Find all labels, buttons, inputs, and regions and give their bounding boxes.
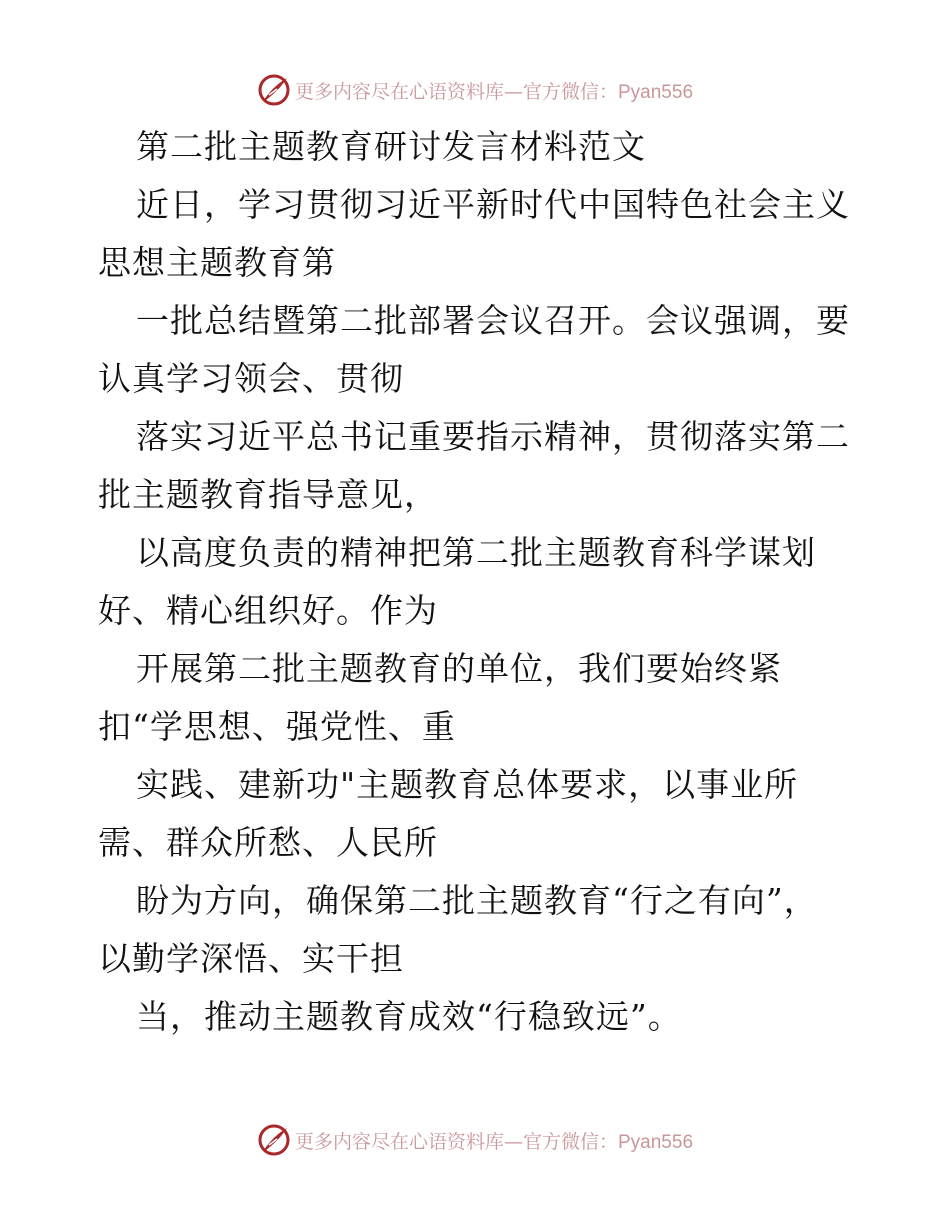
paragraph-line: 一批总结暨第二批部署会议召开。会议强调，要	[136, 301, 850, 340]
paragraph-line: 近日，学习贯彻习近平新时代中国特色社会主义	[136, 185, 850, 224]
paragraph-line: 落实习近平总书记重要指示精神，贯彻落实第二	[136, 417, 850, 456]
paragraph-line: 扣“学思想、强党性、重	[98, 707, 456, 746]
document-body	[98, 118, 858, 1046]
header-watermark-banner	[0, 70, 950, 110]
document-title: 第二批主题教育研讨发言材料范文	[136, 127, 646, 166]
quill-pen-logo-icon	[257, 1123, 291, 1157]
paragraph-line: 思想主题教育第	[98, 243, 336, 282]
paragraph-line: 实践、建新功"主题教育总体要求，以事业所	[136, 765, 799, 804]
paragraph-line: 当，推动主题教育成效“行稳致远”。	[136, 997, 682, 1036]
wechat-id: Pyan556	[618, 1131, 694, 1153]
paragraph-line: 需、群众所愁、人民所	[98, 823, 438, 862]
paragraph-line: 以勤学深悟、实干担	[98, 939, 404, 978]
paragraph-line: 开展第二批主题教育的单位，我们要始终紧	[136, 649, 782, 688]
banner-label: 更多内容尽在心语资料库—官方微信：	[294, 80, 618, 103]
banner-text	[295, 1127, 693, 1154]
paragraph-line: 盼为方向，确保第二批主题教育“行之有向”，	[136, 881, 818, 920]
footer-watermark-banner	[0, 1120, 950, 1160]
paragraph-line: 认真学习领会、贯彻	[98, 359, 404, 398]
banner-text	[295, 77, 693, 104]
quill-pen-logo-icon	[257, 73, 291, 107]
wechat-id: Pyan556	[618, 81, 694, 103]
banner-label: 更多内容尽在心语资料库—官方微信：	[294, 1130, 618, 1153]
paragraph-line: 批主题教育指导意见，	[98, 475, 438, 514]
paragraph-line: 以高度负责的精神把第二批主题教育科学谋划	[136, 533, 816, 572]
paragraph-line: 好、精心组织好。作为	[98, 591, 438, 630]
